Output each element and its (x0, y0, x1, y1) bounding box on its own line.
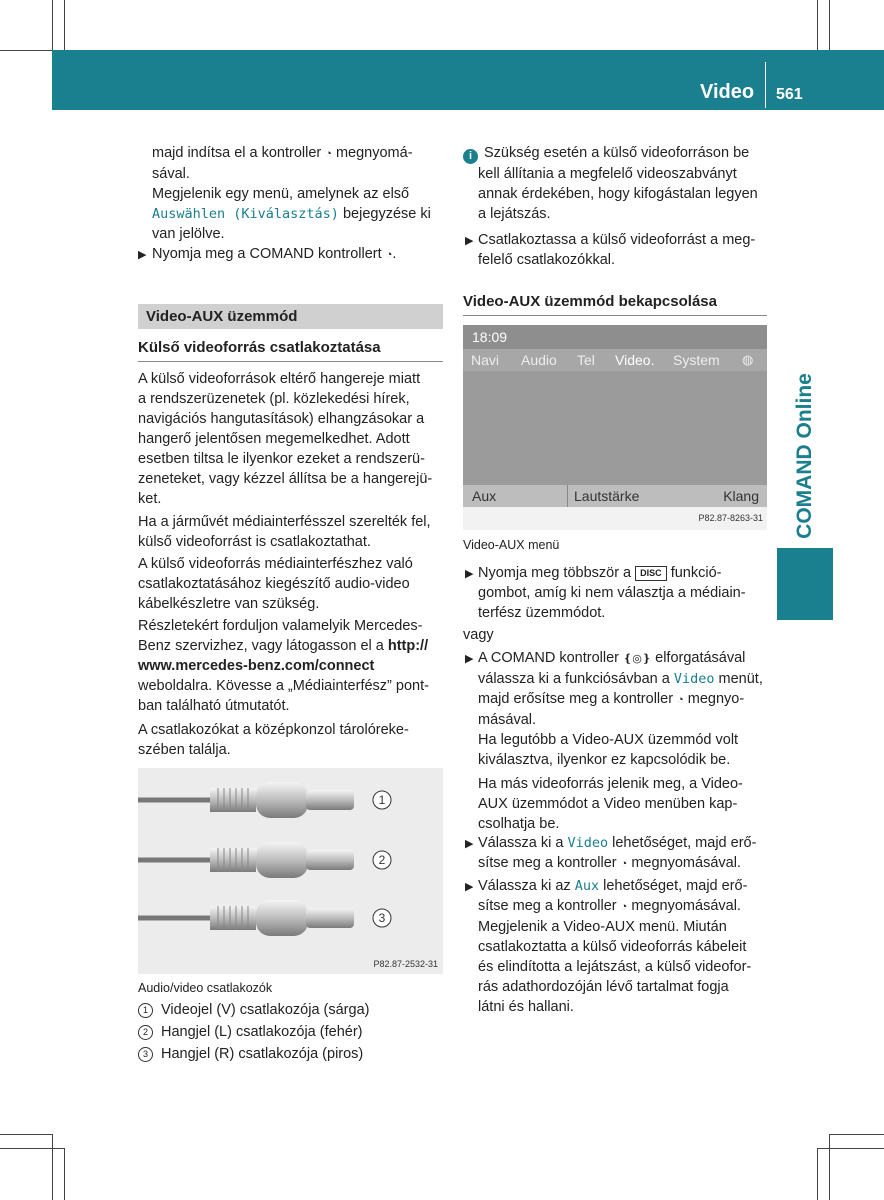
callout-2: 2 (378, 853, 386, 867)
globe-icon[interactable]: ◍ (742, 352, 754, 367)
crop-mark (0, 1148, 64, 1149)
paragraph-media-interface: Ha a járművét médiainterfésszel szerelték fel, külső videoforrást is csatlakoztathat. (138, 514, 431, 550)
heading-rule (463, 315, 767, 316)
callout-3: 3 (378, 911, 386, 925)
info-icon: i (463, 149, 478, 164)
bullet-arrow-icon: ▶ (465, 568, 474, 580)
bullet-arrow-icon: ▶ (465, 881, 474, 893)
controller-press-icon: ◔ (620, 858, 628, 870)
controller-press-icon: ◔ (385, 249, 393, 261)
connector-1 (138, 782, 354, 818)
figure-caption: Video-AUX menü (463, 538, 560, 552)
crop-mark (829, 1134, 884, 1135)
or-text: vagy (463, 627, 494, 643)
connector-3 (138, 900, 354, 936)
subsection-heading: Video-AUX üzemmód bekapcsolása (463, 293, 717, 310)
bullet-arrow-icon: ▶ (465, 653, 474, 665)
crop-mark (817, 1148, 884, 1149)
comand-screen (463, 325, 767, 530)
header-bar (52, 50, 884, 110)
paragraph-location: A csatlakozókat a középkonzol tárolóreke- szében találja. (138, 722, 409, 758)
crop-mark (52, 1134, 53, 1200)
subsection-heading: Külső videoforrás csatlakoztatása (138, 339, 381, 356)
page-title: Video (700, 81, 755, 103)
screen-status-bar (463, 325, 767, 349)
info-note: i Szükség esetén a külső videoforráson be kell állítania a megfelelő videoszabványt annak érdekében, hogy kifogástalan legyen a lejátszás. (463, 143, 773, 224)
paragraph-service: Részletekért forduljon valamelyik Mercedes- Benz szervizhez, vagy látogasson el a http:// www.mercedes-benz.com/connect weboldalra. Kövesse a „Médiainterfész” pont- ban található útmutatót. (138, 618, 429, 714)
menu-item-navi[interactable]: Navi (471, 352, 500, 368)
bullet-disc: Nyomja meg többször a DISC funkció- gombot, amíg ki nem választja a médiain- terfész üzemmódot. (478, 565, 746, 621)
connector-2 (138, 842, 354, 878)
list-item: 2 Hangjel (L) csatlakozója (fehér) (138, 1022, 443, 1042)
connector-list (138, 1000, 443, 1064)
url-link[interactable]: http:// (387, 638, 429, 654)
connector-illustration (138, 768, 443, 974)
crop-mark (64, 1148, 65, 1200)
menu-item-tel[interactable]: Tel (577, 352, 595, 368)
menu-code-text: Aux (574, 878, 600, 894)
screen-time: 18:09 (472, 329, 508, 345)
paragraph-volume: A külső videoforrások eltérő hangereje miatt a rendszerüzenetek (pl. közlekedési hírek, navigációs hangutasítások) elhangzásokar a hangerő jelentősen megemelkedhet. Adott esetben tiltsa le ilyenkor ezeket a rendszerü- zeneteket, vagy kézzel állítsa be a hangerejü- ket. (138, 371, 433, 507)
figure-code: P82.87-2532-31 (373, 959, 438, 969)
figure-caption: Audio/video csatlakozók (138, 981, 273, 995)
crop-mark (829, 1134, 830, 1200)
bullet-arrow-icon: ▶ (465, 235, 474, 247)
intro-paragraph: majd indítsa el a kontroller ◔ megnyomá- sával. Megjelenik egy menü, amelynek az első Auswählen (Kiválasztás) bejegyzése ki van jelölve. (152, 145, 431, 242)
heading-rule (138, 361, 443, 362)
disc-button-icon: DISC (635, 566, 667, 581)
bullet-select-video: Válassza ki a Video lehetőséget, majd erő- sítse meg a kontroller ◔ megnyomásával. (478, 835, 757, 871)
callout-1: 1 (378, 793, 386, 807)
menu-item-klang[interactable]: Klang (723, 488, 759, 504)
menu-code-text: Video (673, 671, 715, 687)
screen-main-menu (463, 349, 767, 371)
bullet-select-aux: Válassza ki az Aux lehetőséget, majd erő- sítse meg a kontroller ◔ megnyomásával. Megjelenik a Video-AUX menü. Miután csatlakoztatta a külső videoforrás kábeleit és elindította a lejátszást, a külső videofor- rás adathordozóján lévő tartalmat fogja látni és hallani. (478, 878, 752, 1015)
url-link[interactable]: www.mercedes-benz.com/connect (138, 658, 375, 674)
controller-press-icon: ◔ (677, 694, 684, 706)
header-separator (765, 62, 766, 108)
controller-rotate-icon: ❴◎❵ (623, 653, 652, 665)
menu-code-text: Video (567, 835, 609, 851)
figure-code: P82.87-8263-31 (698, 513, 763, 523)
menu-divider (567, 485, 568, 507)
paragraph-cable-kit: A külső videoforrás médiainterfészhez való csatlakoztatásához kiegészítő audio-video kábelkészletre van szükség. (138, 556, 413, 612)
controller-press-icon: ◔ (325, 148, 332, 160)
screen-video-area (463, 371, 767, 485)
menu-item-audio[interactable]: Audio (521, 352, 557, 368)
bullet-connect: Csatlakoztassa a külső videoforrást a meg- felelő csatlakozókkal. (478, 232, 756, 268)
crop-mark (829, 0, 830, 50)
controller-press-icon: ◔ (620, 901, 628, 913)
section-heading: Video-AUX üzemmód (138, 304, 443, 329)
crop-mark (64, 0, 65, 50)
screen-bottom-menu (463, 485, 767, 507)
menu-item-lautstarke[interactable]: Lautstärke (574, 488, 640, 504)
bullet-arrow-icon: ▶ (465, 838, 474, 850)
page-number: 561 (776, 86, 803, 103)
bullet-arrow-icon: ▶ (138, 249, 147, 261)
side-chapter-label: COMAND Online (793, 373, 816, 539)
bullet-rotate: A COMAND kontroller ❴◎❵ elforgatásával válassza ki a funkciósávban a Video menüt, majd erősítse meg a kontroller ◔ megnyo- másával. Ha legutóbb a Video-AUX üzemmód volt kiválasztva, ilyenkor ez kapcsolódik be. Ha más videoforrás jelenik meg, a Video- AUX üzemmódot a Video menüben kap- csolhatja be. (478, 650, 763, 832)
menu-item-aux[interactable]: Aux (472, 488, 497, 504)
side-chapter-tab (777, 548, 833, 620)
crop-mark (817, 1148, 818, 1200)
screen-figure-footer (463, 507, 767, 530)
bullet-press-controller: Nyomja meg a COMAND kontrollert ◔. (152, 246, 397, 262)
menu-code-text: Auswählen (Kiválasztás) (152, 206, 339, 222)
list-item: 3 Hangjel (R) csatlakozója (piros) (138, 1044, 443, 1064)
crop-mark (52, 0, 53, 50)
crop-mark (817, 0, 818, 50)
list-item: 1 Videojel (V) csatlakozója (sárga) (138, 1000, 443, 1020)
menu-item-system[interactable]: System (673, 352, 720, 368)
menu-item-video[interactable]: Video. (615, 352, 655, 368)
connector-figure (138, 768, 443, 974)
crop-mark (0, 50, 52, 51)
crop-mark (0, 1134, 52, 1135)
